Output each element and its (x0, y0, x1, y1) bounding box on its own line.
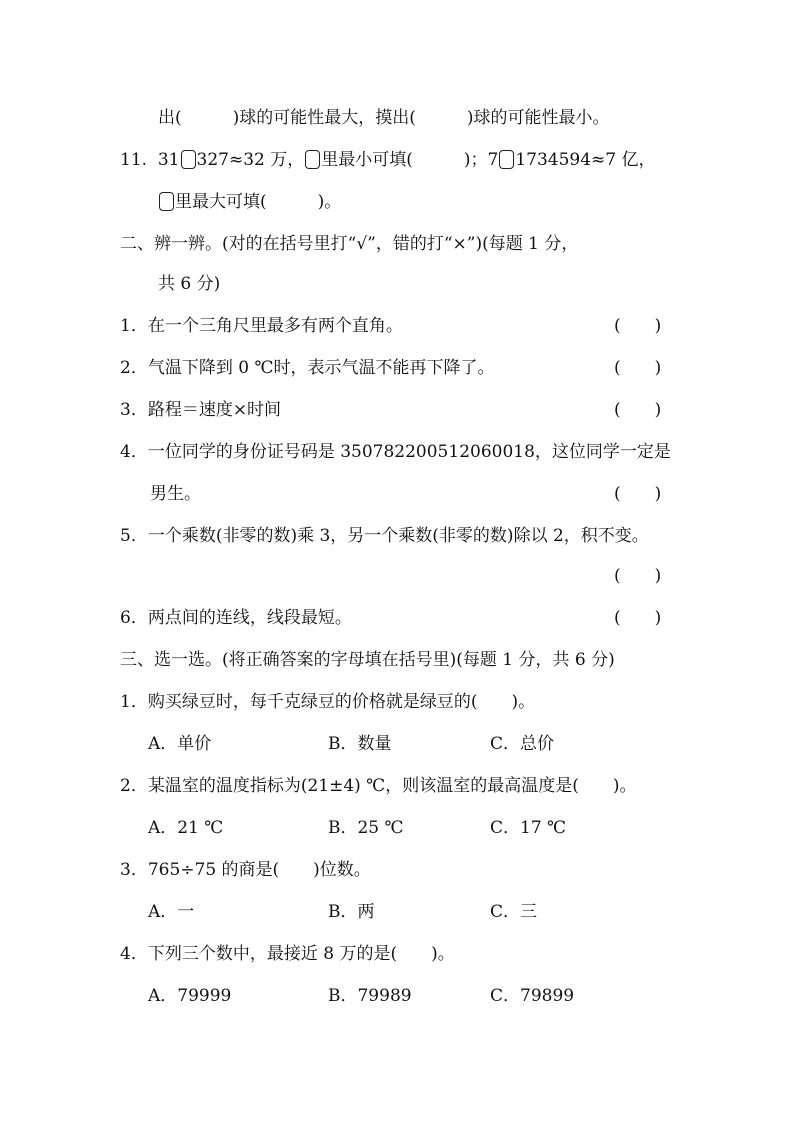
judge-item-2: 2．气温下降到 0 ℃时，表示气温不能再下降了。 (120, 358, 495, 378)
section-2-title: 二、辨一辨。(对的在括号里打“√”，错的打“×”)(每题 1 分， (120, 234, 579, 254)
choice-question-3: 3．765÷75 的商是( )位数。 (120, 860, 371, 880)
choice-question-1: 1．购买绿豆时，每千克绿豆的价格就是绿豆的( )。 (120, 692, 536, 712)
option-b[interactable]: B．数量 (328, 734, 392, 754)
choice-question-4: 4．下列三个数中，最接近 8 万的是( )。 (120, 944, 455, 964)
option-c[interactable]: C．79899 (490, 986, 575, 1006)
option-a[interactable]: A．一 (148, 902, 195, 922)
answer-paren[interactable]: ( ) (614, 358, 662, 378)
question-11: 11. 31 327≈32 万， 里最小可填( )；7 1734594≈7 亿， (120, 150, 656, 170)
answer-paren[interactable]: ( ) (614, 400, 662, 420)
blank-box-icon (305, 150, 320, 169)
option-a[interactable]: A．79999 (148, 986, 232, 1006)
option-c[interactable]: C．总价 (490, 734, 555, 754)
judge-item-1: 1．在一个三角尺里最多有两个直角。 (120, 316, 403, 336)
section-2-title-cont: 共 6 分) (158, 274, 221, 294)
answer-paren[interactable]: ( ) (614, 484, 662, 504)
question-11-line2: 里最大可填( )。 (158, 190, 341, 214)
judge-item-5: 5．一个乘数(非零的数)乘 3，另一个乘数(非零的数)除以 2，积不变。 (120, 526, 649, 546)
option-c[interactable]: C．17 ℃ (490, 818, 567, 838)
judge-item-6: 6．两点间的连线，线段最短。 (120, 608, 352, 628)
answer-paren[interactable]: ( ) (614, 608, 662, 628)
blank-box-icon (159, 192, 174, 211)
answer-paren[interactable]: ( ) (614, 316, 662, 336)
option-b[interactable]: B．25 ℃ (328, 818, 404, 838)
judge-item-3: 3．路程＝速度×时间 (120, 400, 282, 420)
question-number: 11. (120, 150, 148, 170)
blank-box-icon (499, 150, 514, 169)
choice-question-2: 2．某温室的温度指标为(21±4) ℃，则该温室的最高温度是( )。 (120, 776, 637, 796)
section-3-title: 三、选一选。(将正确答案的字母填在括号里)(每题 1 分，共 6 分) (120, 650, 615, 670)
answer-paren[interactable]: ( ) (614, 566, 662, 586)
option-b[interactable]: B．79989 (328, 986, 412, 1006)
judge-item-4: 4．一位同学的身份证号码是 350782200512060018，这位同学一定是 (120, 442, 671, 462)
blank-box-icon (181, 150, 196, 169)
option-b[interactable]: B．两 (328, 902, 375, 922)
option-c[interactable]: C．三 (490, 902, 538, 922)
option-a[interactable]: A．单价 (148, 734, 212, 754)
question-10-continuation: 出( )球的可能性最大，摸出( )球的可能性最小。 (158, 108, 610, 128)
judge-item-4-cont: 男生。 (150, 484, 201, 504)
option-a[interactable]: A．21 ℃ (148, 818, 224, 838)
